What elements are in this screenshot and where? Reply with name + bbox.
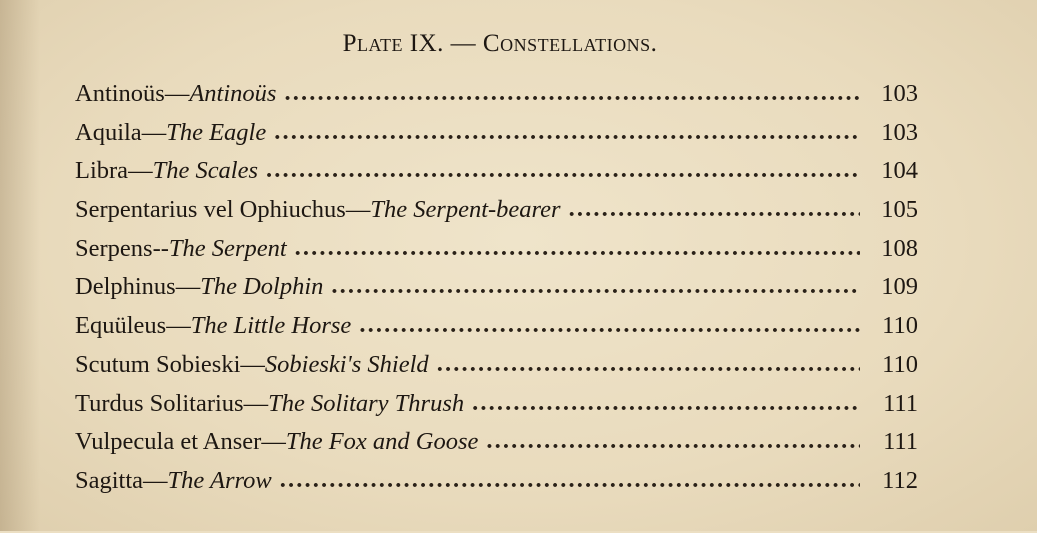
dot-leader xyxy=(295,234,860,262)
list-item xyxy=(75,390,918,429)
name-separator: -- xyxy=(152,234,169,262)
name-separator: — xyxy=(240,350,265,378)
list-item xyxy=(75,119,918,158)
page-number: 105 xyxy=(881,196,918,224)
english-name: The Little Horse xyxy=(190,312,352,340)
name-separator: — xyxy=(345,196,371,224)
name-separator: — xyxy=(128,157,153,185)
page-number: 104 xyxy=(881,157,918,185)
list-item xyxy=(75,428,918,467)
latin-name: Libra xyxy=(75,157,129,185)
name-separator: — xyxy=(143,466,168,494)
name-separator: — xyxy=(175,273,201,301)
dot-leader xyxy=(359,311,860,339)
dot-leader xyxy=(437,350,860,378)
latin-name: Turdus Solitarius xyxy=(75,389,244,417)
english-name: The Serpent-bearer xyxy=(370,196,561,224)
english-name: The Serpent xyxy=(168,234,287,262)
dot-leader xyxy=(266,156,860,184)
list-item xyxy=(75,467,918,506)
dot-leader xyxy=(274,118,860,146)
page-number: 110 xyxy=(882,312,918,340)
name-separator: — xyxy=(164,80,190,107)
page-number: 103 xyxy=(881,118,918,146)
english-name: The Arrow xyxy=(167,466,272,494)
latin-name: Equüleus xyxy=(75,312,167,340)
spine-shadow xyxy=(0,0,40,531)
latin-name: Sagitta xyxy=(75,466,144,494)
list-item xyxy=(75,235,918,274)
dot-leader xyxy=(280,466,860,494)
dot-leader xyxy=(284,79,860,107)
page-number: 109 xyxy=(881,273,918,301)
page-number: 103 xyxy=(881,80,918,107)
plate-title: Plate IX. — Constellations. xyxy=(342,30,658,57)
list-item xyxy=(75,80,918,119)
list-item xyxy=(75,312,918,351)
name-separator: — xyxy=(166,312,191,340)
name-separator: — xyxy=(243,389,269,417)
page-number: 112 xyxy=(882,466,918,494)
dot-leader xyxy=(569,195,860,223)
latin-name: Serpens xyxy=(75,234,153,262)
name-separator: — xyxy=(141,118,167,146)
page-number: 111 xyxy=(883,389,918,417)
english-name: The Eagle xyxy=(166,118,267,146)
dot-leader xyxy=(486,427,860,455)
page-number: 110 xyxy=(882,350,918,378)
english-name: Sobieski's Shield xyxy=(264,350,429,378)
list-item xyxy=(75,351,918,390)
english-name: The Fox and Goose xyxy=(285,428,479,456)
english-name: The Scales xyxy=(152,157,259,185)
latin-name: Antinoüs xyxy=(75,80,165,107)
latin-name: Serpentarius vel Ophiuchus xyxy=(75,196,346,224)
contents-list xyxy=(75,80,918,506)
latin-name: Delphinus xyxy=(75,273,176,301)
list-item xyxy=(75,157,918,196)
dot-leader xyxy=(472,389,860,417)
list-item xyxy=(75,273,918,312)
page-number: 108 xyxy=(881,234,918,262)
latin-name: Aquila xyxy=(75,118,142,146)
english-name: The Dolphin xyxy=(200,273,324,301)
english-name: Antinoüs xyxy=(189,80,277,107)
dot-leader xyxy=(331,272,860,300)
list-item xyxy=(75,196,918,235)
english-name: The Solitary Thrush xyxy=(268,389,465,417)
name-separator: — xyxy=(261,428,286,456)
latin-name: Vulpecula et Anser xyxy=(75,428,262,456)
page-number: 111 xyxy=(883,428,918,456)
latin-name: Scutum Sobieski xyxy=(75,350,241,378)
